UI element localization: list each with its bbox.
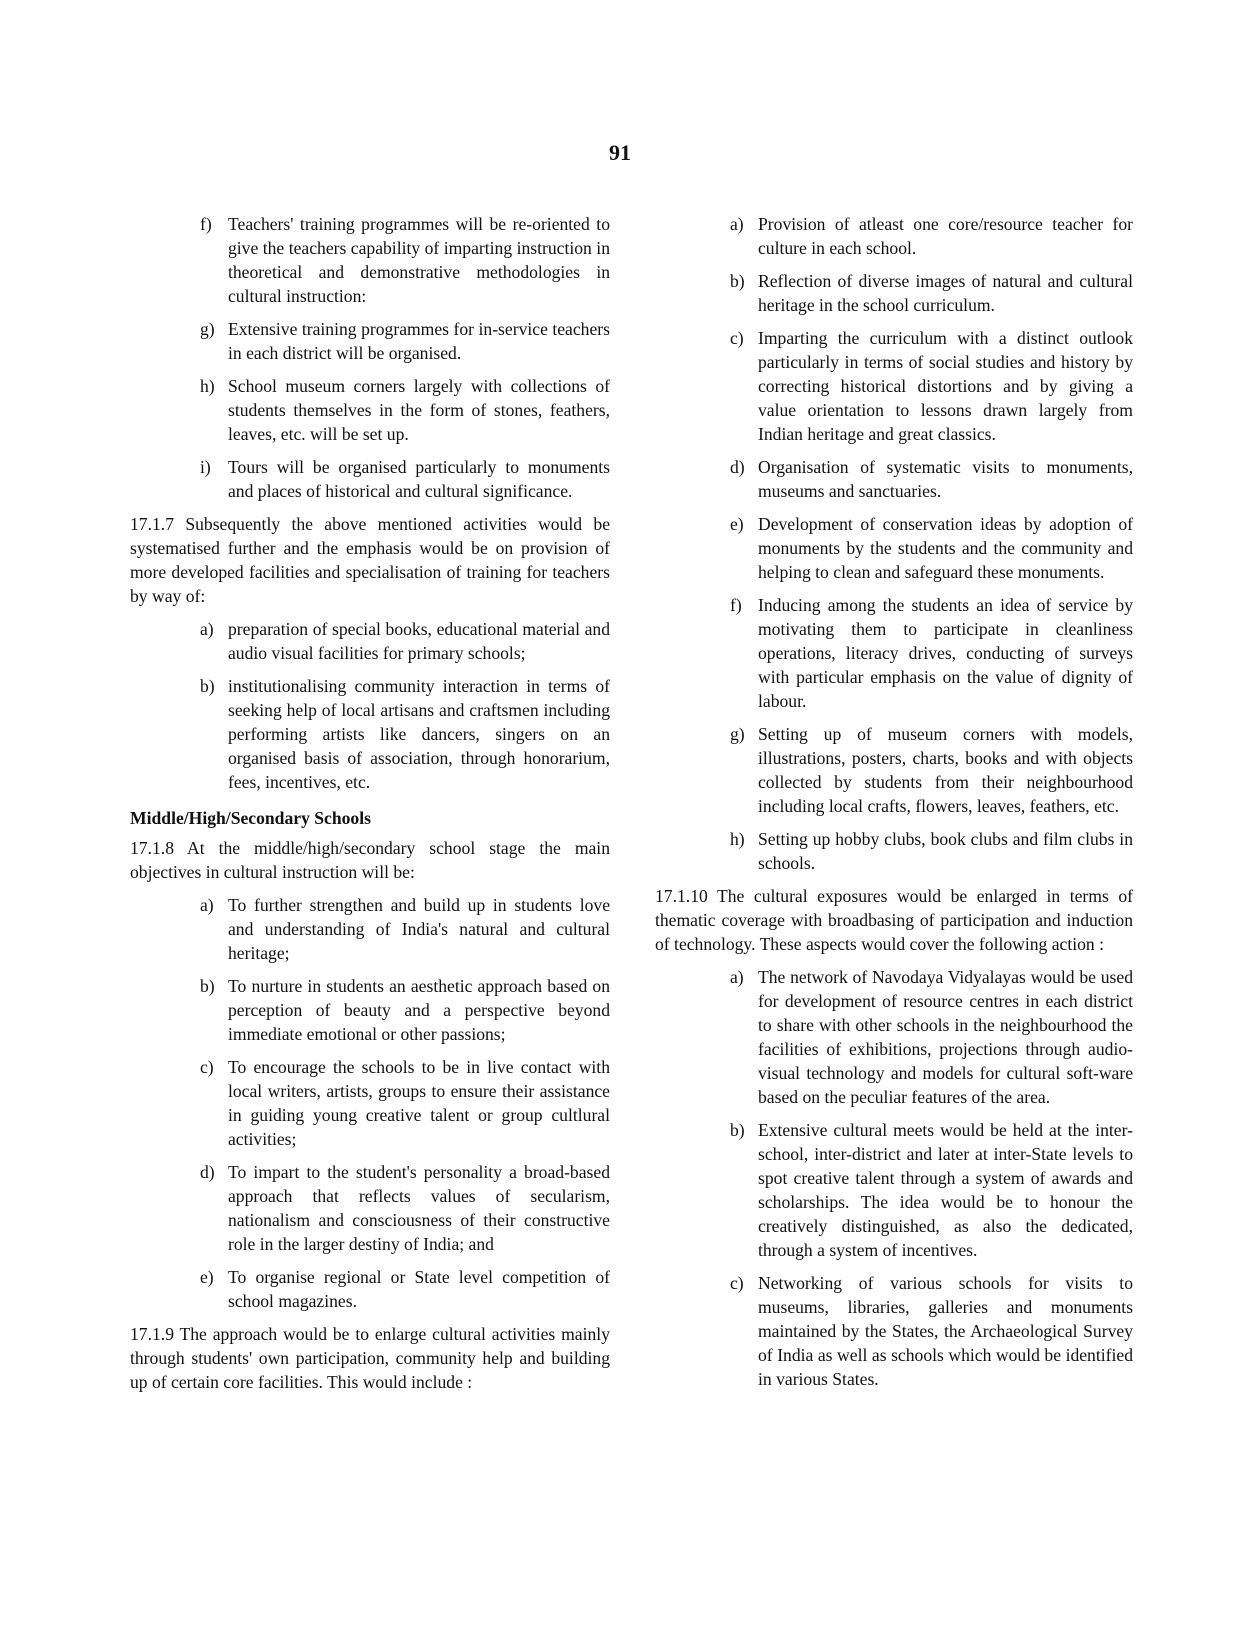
list-marker: d) — [200, 1162, 215, 1182]
list-marker: h) — [730, 829, 745, 849]
list-text: To organise regional or State level competition of school magazines. — [228, 1267, 610, 1311]
right-column — [655, 212, 1133, 1400]
section-heading: Middle/High/Secondary Schools — [130, 808, 371, 828]
list-text: To further strengthen and build up in students love and understanding of India's natural and cultural heritage; — [228, 895, 610, 963]
list-marker: a) — [730, 214, 744, 234]
list-text: institutionalising community interaction in terms of seeking help of local artisans and craftsmen including performing artists like dancers, singers on an organised basis of association, through honorarium, fees, incentives, etc. — [228, 676, 610, 792]
list-marker: c) — [730, 1273, 744, 1293]
list-item — [200, 374, 610, 446]
list-marker: c) — [730, 328, 744, 348]
list-text: To encourage the schools to be in live contact with local writers, artists, groups to ensure their assistance in guiding young creative talent or group cultlural activities; — [228, 1057, 610, 1149]
left-column — [130, 212, 610, 1403]
list-marker: d) — [730, 457, 745, 477]
paragraph-17-1-7: 17.1.7 Subsequently the above mentioned activities would be systematised further and the emphasis would be on provision of more developed facilities and specialisation of training for teachers by way of: — [130, 514, 610, 606]
list-item — [730, 965, 1133, 1109]
list-text: Inducing among the students an idea of service by motivating them to participate in cleanliness operations, literacy drives, conducting of surveys with particular emphasis on the value of dignity of labour. — [758, 595, 1133, 711]
paragraph-17-1-10: 17.1.10 The cultural exposures would be enlarged in terms of thematic coverage with broadbasing of participation and induction of technology. These aspects would cover the following action : — [655, 886, 1133, 954]
list-text: The network of Navodaya Vidyalayas would be used for development of resource centres in each district to share with other schools in the neighbourhood the facilities of exhibitions, projections through audio-visual technology and models for cultural soft-ware based on the peculiar features of the area. — [758, 967, 1133, 1107]
paragraph-17-1-9: 17.1.9 The approach would be to enlarge cultural activities mainly through students' own participation, community help and building up of certain core facilities. This would include : — [130, 1324, 610, 1392]
list-item — [200, 212, 610, 308]
list-text: School museum corners largely with collections of students themselves in the form of stones, feathers, leaves, etc. will be set up. — [228, 376, 610, 444]
list-item — [730, 827, 1133, 875]
paragraph-17-1-8: 17.1.8 At the middle/high/secondary school stage the main objectives in cultural instruction will be: — [130, 838, 610, 882]
list-text: Setting up hobby clubs, book clubs and film clubs in schools. — [758, 829, 1133, 873]
list-right-1 — [655, 212, 1133, 875]
list-text: To impart to the student's personality a broad-based approach that reflects values of secularism, nationalism and consciousness of their constructive role in the larger destiny of India; and — [228, 1162, 610, 1254]
list-item — [200, 674, 610, 794]
list-text: Extensive training programmes for in-service teachers in each district will be organised. — [228, 319, 610, 363]
list-left-3 — [130, 893, 610, 1313]
list-left-1 — [130, 212, 610, 503]
list-text: Imparting the curriculum with a distinct outlook particularly in terms of social studies and history by correcting historical distortions and by giving a value orientation to lessons drawn largely from Indian heritage and great classics. — [758, 328, 1133, 444]
list-item — [730, 455, 1133, 503]
list-marker: g) — [730, 724, 745, 744]
list-item — [730, 512, 1133, 584]
list-text: Reflection of diverse images of natural and cultural heritage in the school curriculum. — [758, 271, 1133, 315]
list-text: To nurture in students an aesthetic approach based on perception of beauty and a perspective beyond immediate emotional or other passions; — [228, 976, 610, 1044]
list-marker: e) — [730, 514, 744, 534]
list-text: Organisation of systematic visits to monuments, museums and sanctuaries. — [758, 457, 1133, 501]
list-item — [200, 317, 610, 365]
list-item — [730, 722, 1133, 818]
page-number: 91 — [609, 140, 631, 165]
list-item — [730, 1271, 1133, 1391]
list-item — [730, 212, 1133, 260]
list-item — [730, 326, 1133, 446]
list-marker: e) — [200, 1267, 214, 1287]
list-marker: a) — [730, 967, 744, 987]
list-text: Provision of atleast one core/resource teacher for culture in each school. — [758, 214, 1133, 258]
list-marker: a) — [200, 619, 214, 639]
list-item — [200, 617, 610, 665]
list-item — [200, 455, 610, 503]
list-item — [200, 1265, 610, 1313]
list-text: Setting up of museum corners with models, illustrations, posters, charts, books and with objects collected by students from their neighbourhood including local crafts, flowers, leaves, feathers, etc. — [758, 724, 1133, 816]
list-item — [730, 269, 1133, 317]
list-item — [200, 1160, 610, 1256]
list-text: Tours will be organised particularly to monuments and places of historical and cultural significance. — [228, 457, 610, 501]
list-marker: c) — [200, 1057, 214, 1077]
list-item — [200, 974, 610, 1046]
list-item — [730, 593, 1133, 713]
list-marker: f) — [730, 595, 742, 615]
list-marker: b) — [200, 976, 215, 996]
list-item — [730, 1118, 1133, 1262]
list-text: Teachers' training programmes will be re-oriented to give the teachers capability of imparting instruction in theoretical and demonstrative methodologies in cultural instruction: — [228, 214, 610, 306]
list-item — [200, 893, 610, 965]
list-right-2 — [655, 965, 1133, 1391]
list-item — [200, 1055, 610, 1151]
list-text: preparation of special books, educational material and audio visual facilities for primary schools; — [228, 619, 610, 663]
list-marker: f) — [200, 214, 212, 234]
list-marker: i) — [200, 457, 211, 477]
list-marker: g) — [200, 319, 215, 339]
list-marker: b) — [200, 676, 215, 696]
list-left-2 — [130, 617, 610, 794]
list-marker: h) — [200, 376, 215, 396]
list-marker: a) — [200, 895, 214, 915]
list-text: Development of conservation ideas by adoption of monuments by the students and the community and helping to clean and safeguard these monuments. — [758, 514, 1133, 582]
list-marker: b) — [730, 271, 745, 291]
list-text: Extensive cultural meets would be held at the inter-school, inter-district and later at inter-State levels to spot creative talent through a system of awards and scholarships. The idea would be to honour the creatively distinguished, as also the dedicated, through a system of incentives. — [758, 1120, 1133, 1260]
list-text: Networking of various schools for visits to museums, libraries, galleries and monuments maintained by the States, the Archaeological Survey of India as well as schools which would be identified in various States. — [758, 1273, 1133, 1389]
list-marker: b) — [730, 1120, 745, 1140]
